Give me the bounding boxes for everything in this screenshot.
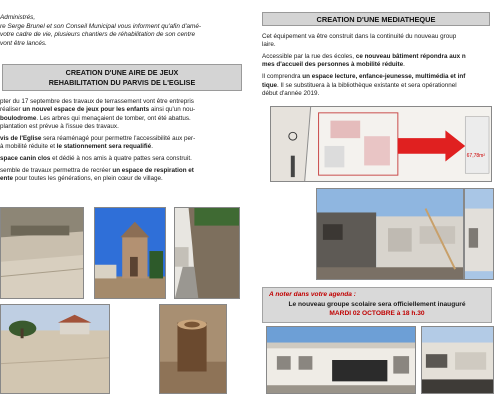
- paragraph-summary: semble de travaux permettra de recréer un espace de respiration et ente pour toutes les générations, en plein cœur de village.: [0, 166, 194, 183]
- photo-mediatheque-building: [316, 188, 464, 280]
- intro-line: vont être lancés.: [0, 39, 47, 47]
- agenda-label: A noter dans votre agenda :: [269, 291, 356, 298]
- playground-heading: [2, 64, 242, 91]
- agenda-box: [262, 287, 492, 323]
- heading-line: CREATION D'UNE AIRE DE JEUX: [65, 68, 179, 77]
- mediatheque-heading: CREATION D'UNE MEDIATHEQUE: [262, 12, 490, 26]
- intro-line: votre cadre de vie, plusieurs chantiers de réhabilitation de son centre: [0, 31, 196, 39]
- paragraph-content: Il comprendra un espace lecture, enfance-jeunesse, multimédia et inf tique. Il se substituera à la bibliothèque existante et sera opérationnel début d'année 2019.: [262, 73, 466, 97]
- photo-school-building: [266, 326, 416, 394]
- playground-body: [0, 98, 240, 187]
- photo-open-ground: [0, 304, 110, 394]
- photo-school-courtyard: [421, 326, 494, 394]
- mediatheque-body: [262, 33, 494, 102]
- photo-tree-stump: [159, 304, 227, 394]
- right-column: [258, 0, 495, 400]
- agenda-line: Le nouveau groupe scolaire sera officiellement inauguré: [288, 300, 466, 308]
- paragraph-works: pter du 17 septembre des travaux de terrassement vont être entrepris réaliser un nouvel espace de jeux pour les enfants ainsi qu'un nou- boulodrome. Les arbres qui menaçaient de tomber, ont été abattus. plantation est prévue à l'issue des travaux.: [0, 98, 196, 130]
- site-plan: [270, 106, 492, 182]
- left-column: [0, 0, 245, 400]
- intro-line: re Serge Brunel et son Conseil Municipal vous informent qu'afin d'amé-: [0, 22, 202, 30]
- photo-church: [94, 207, 166, 299]
- intro-line: Administrés,: [0, 14, 36, 21]
- paragraph-accessibility: Accessible par la rue des écoles, ce nouveau bâtiment répondra aux n mes d'accueil des personnes à mobilité réduite.: [262, 53, 466, 69]
- paragraph-dog-park: space canin clos et dédié à nos amis à quatre pattes sera construit.: [0, 154, 192, 162]
- paragraph-parvis: vis de l'Eglise sera réaménagé pour permettre l'accessibilité aux per- à mobilité réduite et le stationnement sera requalifié.: [0, 134, 196, 151]
- photo-street-wall: [174, 207, 240, 299]
- photo-building-side: [464, 188, 494, 280]
- plan-area-label: 67,78m²: [466, 153, 485, 159]
- intro-text: [0, 14, 238, 48]
- paragraph-continuity: Cet équipement va être construit dans la continuité du nouveau group laire.: [262, 33, 457, 49]
- photo-construction-site: [0, 207, 84, 299]
- agenda-date: MARDI 02 OCTOBRE à 18 h.30: [329, 310, 425, 318]
- heading-line: REHABILITATION DU PARVIS DE L'EGLISE: [48, 78, 196, 87]
